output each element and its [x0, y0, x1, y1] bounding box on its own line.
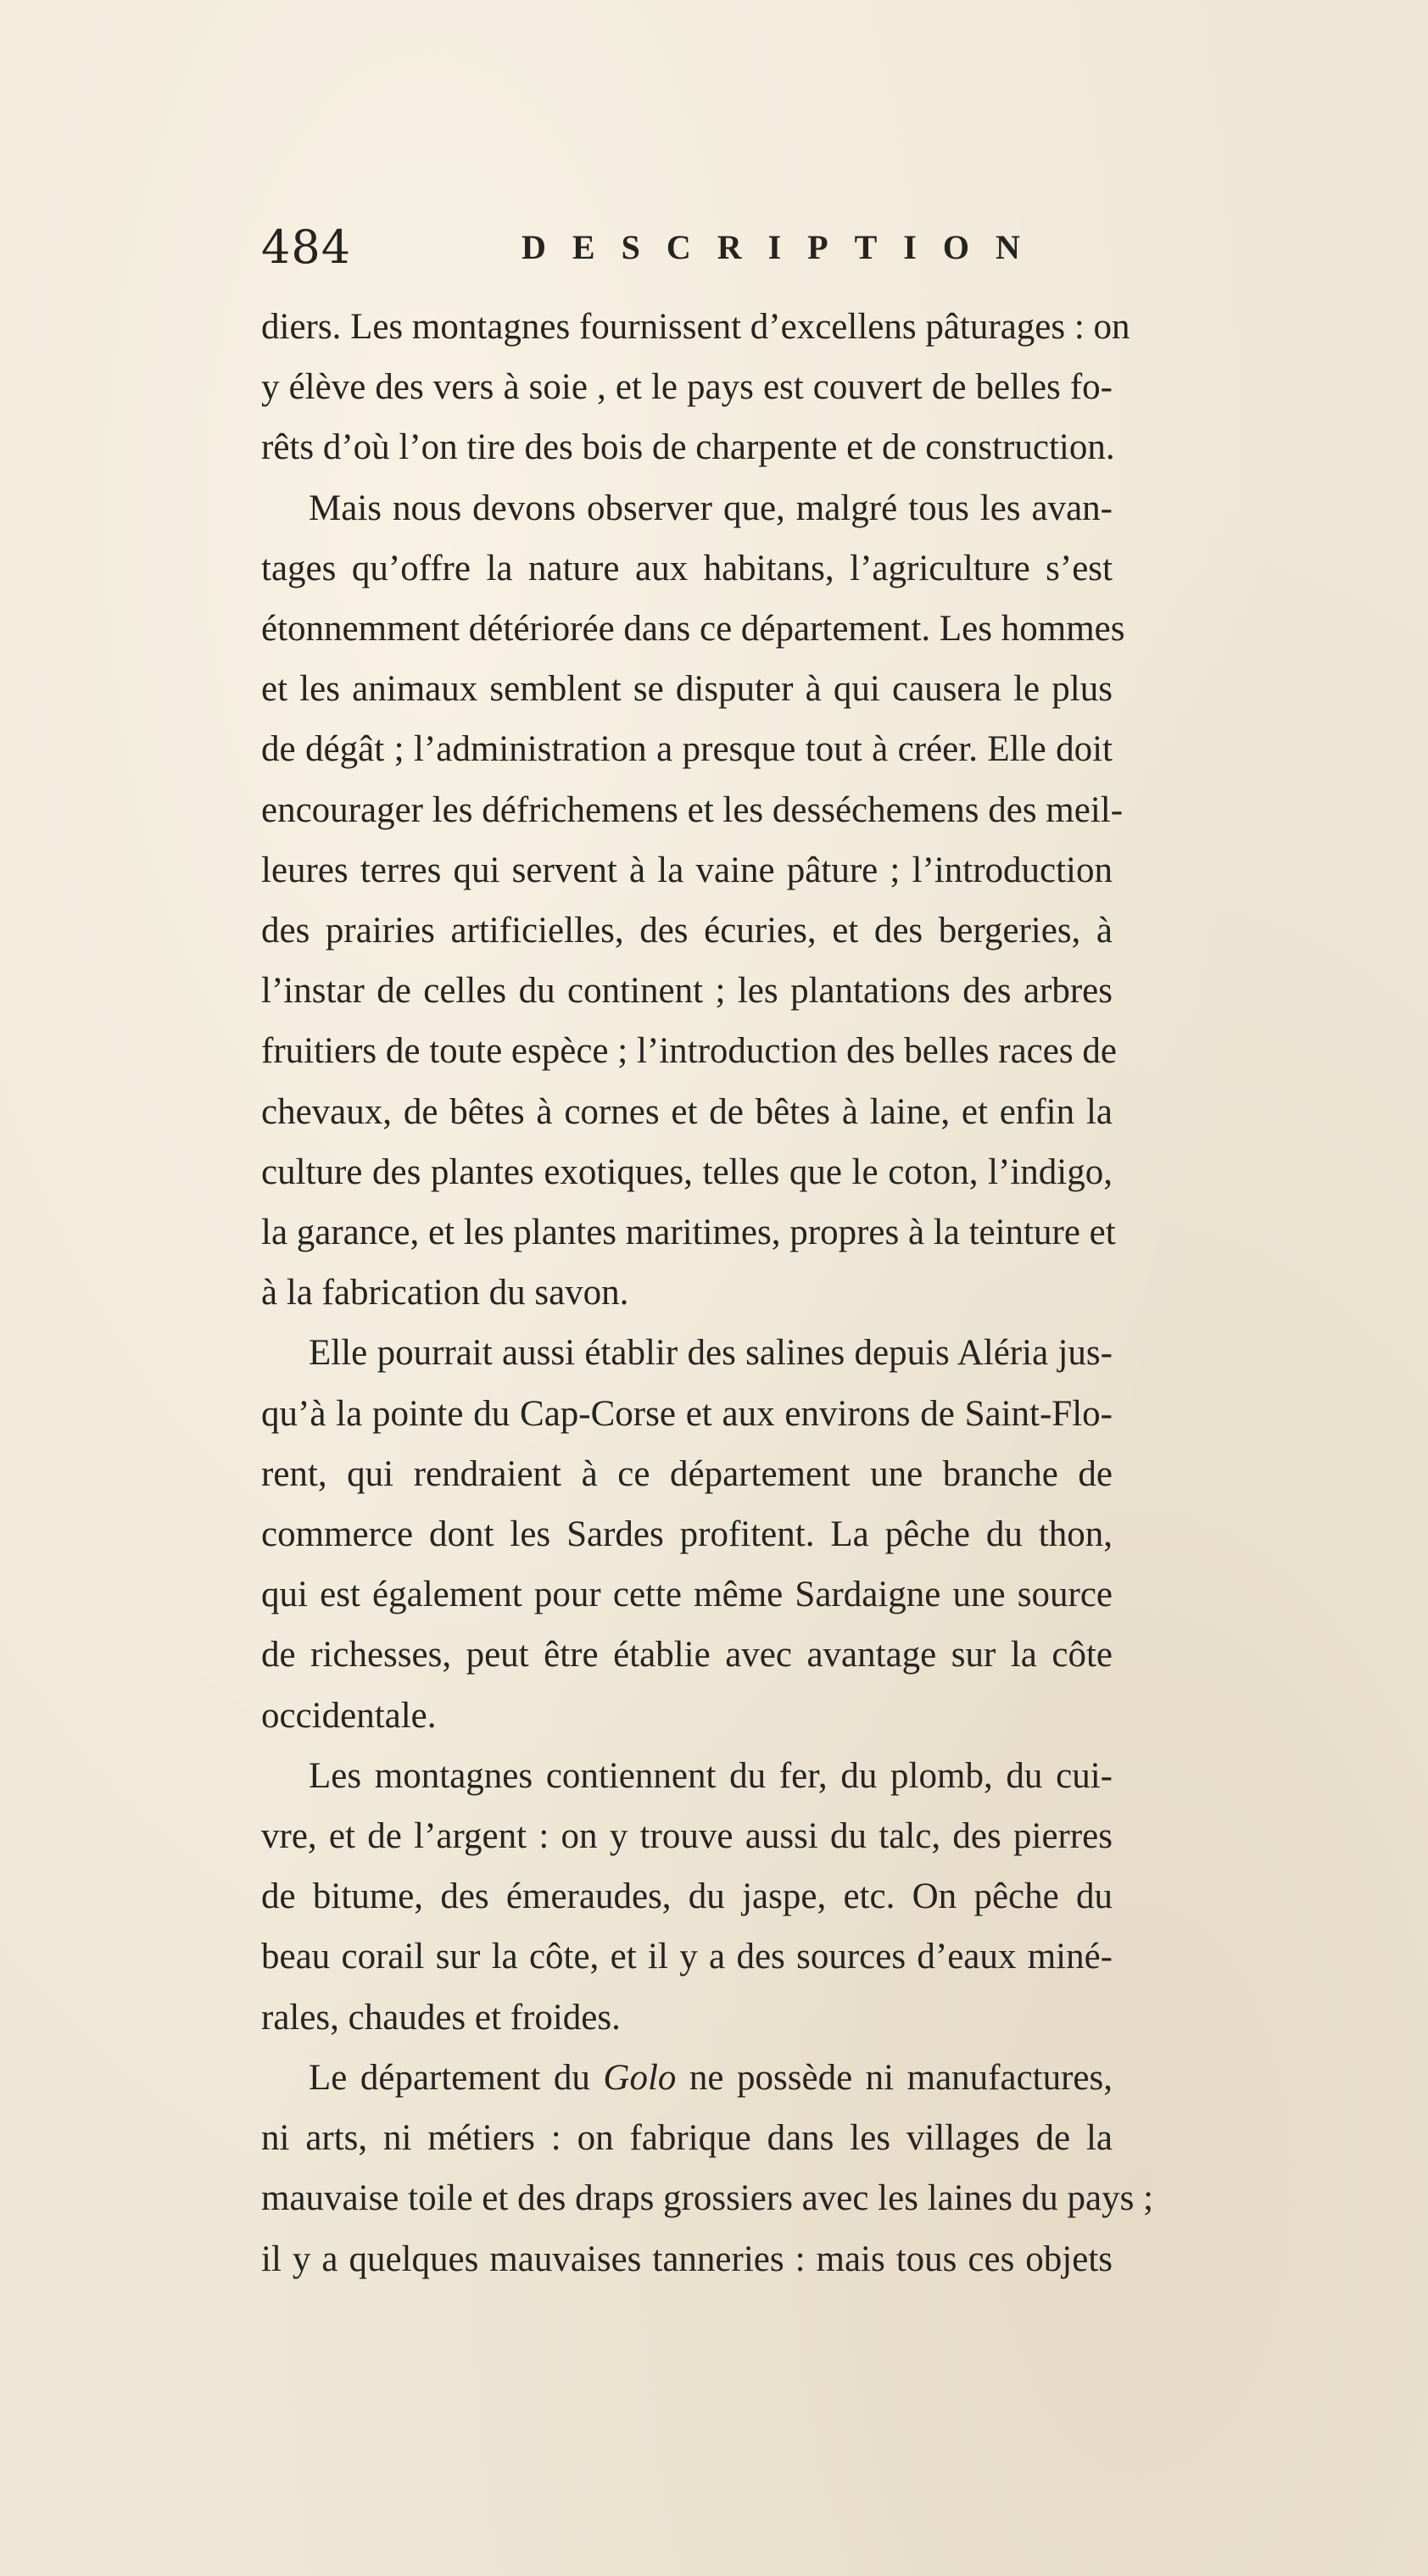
text-line: encourager les défrichemens et les desséchemens des meil-	[261, 789, 1124, 830]
text-line: et les animaux semblent se disputer à qui causera le plus	[261, 669, 1113, 710]
text-line: il y a quelques mauvaises tanneries : mais tous ces objets	[261, 2239, 1113, 2279]
paragraph-1	[261, 297, 1130, 478]
text-line: Les montagnes contiennent du fer, du plomb, du cui-	[309, 1755, 1113, 1796]
text-line: tages qu’offre la nature aux habitans, l’agriculture s’est	[261, 548, 1113, 588]
text-line: rent, qui rendraient à ce département une branche de	[261, 1453, 1113, 1494]
text-line: ni arts, ni métiers : on fabrique dans les villages de la	[261, 2118, 1113, 2159]
text-line: culture des plantes exotiques, telles que le coton, l’indigo,	[261, 1151, 1113, 1192]
text-line: commerce dont les Sardes profitent. La pêche du thon,	[261, 1514, 1113, 1555]
paragraph-5	[261, 2048, 1154, 2289]
text-line: Elle pourrait aussi établir des salines depuis Aléria jus-	[309, 1333, 1113, 1374]
text-line: qui est également pour cette même Sardaigne une source	[261, 1575, 1113, 1615]
running-title: DESCRIPTION	[522, 228, 1046, 266]
text-line: des prairies artificielles, des écuries, et des bergeries, à	[261, 911, 1113, 951]
paragraph-3	[261, 1323, 1113, 1745]
text-line: rêts d’où l’on tire des bois de charpente et de construction.	[261, 427, 1115, 468]
text-line: qu’à la pointe du Cap-Corse et aux environs de Saint-Flo-	[261, 1393, 1113, 1434]
text-run: ne possède ni manufactures,	[676, 2057, 1113, 2098]
text-line: diers. Les montagnes fournissent d’excellens pâturages : on	[261, 307, 1130, 347]
text-run: Le département du	[309, 2057, 604, 2098]
text-line: de bitume, des émeraudes, du jaspe, etc. On pêche du	[261, 1876, 1113, 1917]
text-line: de richesses, peut être établie avec avantage sur la côte	[261, 1635, 1113, 1676]
text-line: rales, chaudes et froides.	[261, 1997, 621, 2038]
text-line: occidentale.	[261, 1695, 437, 1736]
text-line	[261, 2048, 1113, 2108]
text-line: vre, et de l’argent : on y trouve aussi du talc, des pierres	[261, 1816, 1113, 1857]
text-line: étonnemment détériorée dans ce département. Les hommes	[261, 609, 1125, 650]
text-line: mauvaise toile et des draps grossiers avec les laines du pays ;	[261, 2178, 1154, 2219]
text-line: à la fabrication du savon.	[261, 1273, 629, 1313]
text-line: Mais nous devons observer que, malgré tous les avan-	[309, 488, 1113, 528]
text-line: l’instar de celles du continent ; les plantations des arbres	[261, 971, 1113, 1012]
text-line: chevaux, de bêtes à cornes et de bêtes à laine, et enfin la	[261, 1091, 1113, 1132]
paragraph-4	[261, 1746, 1113, 2048]
italic-place-name: Golo	[603, 2057, 677, 2098]
text-line: beau corail sur la côte, et il y a des sources d’eaux miné-	[261, 1937, 1113, 1977]
paragraph-2	[261, 478, 1125, 1324]
page-number: 484	[261, 220, 352, 274]
text-line: leures terres qui servent à la vaine pâture ; l’introduction	[261, 850, 1113, 890]
text-line: fruitiers de toute espèce ; l’introduction des belles races de	[261, 1031, 1117, 1072]
text-line: la garance, et les plantes maritimes, propres à la teinture et	[261, 1213, 1116, 1253]
text-line: y élève des vers à soie , et le pays est couvert de belles fo-	[261, 367, 1113, 408]
text-line: de dégât ; l’administration a presque tout à créer. Elle doit	[261, 729, 1113, 770]
body-text	[261, 297, 1154, 2289]
running-head	[254, 214, 1111, 282]
